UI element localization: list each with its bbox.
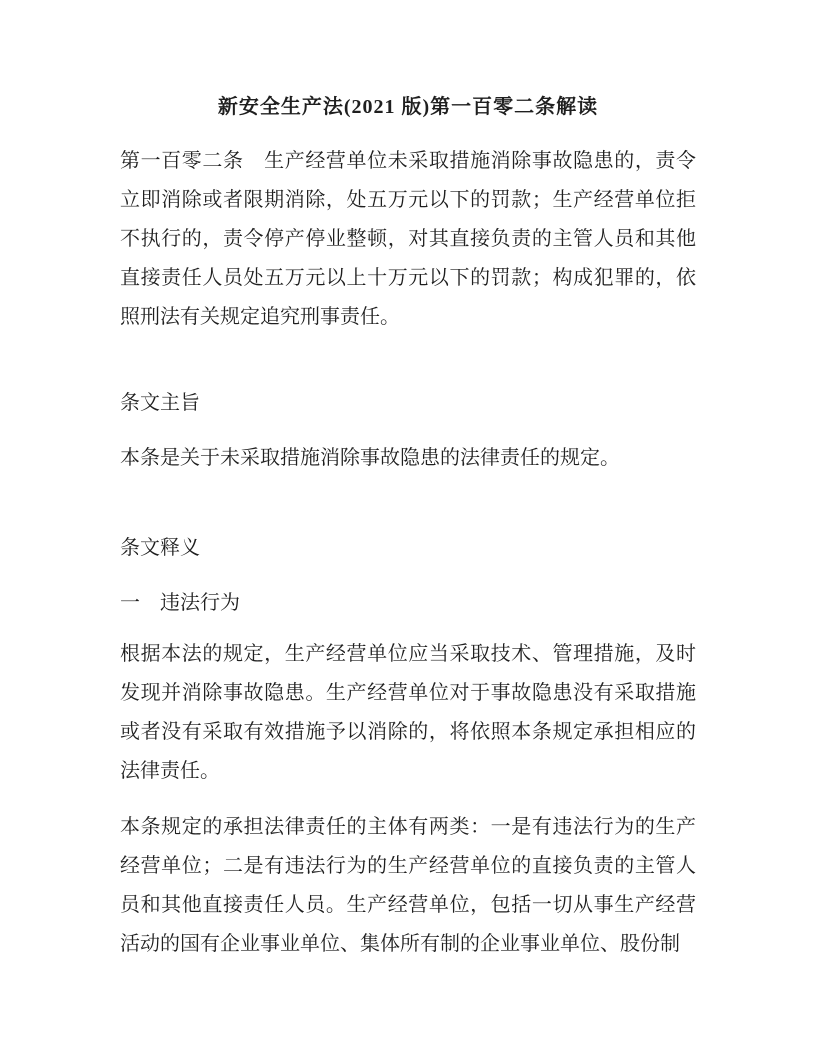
article-102-text: 第一百零二条 生产经营单位未采取措施消除事故隐患的，责令立即消除或者限期消除，处五万元以下的罚款；生产经营单位拒不执行的，责令停产停业整顿，对其直接负责的主管人员和其他直接责任人员处五万元以上十万元以下的罚款；构成犯罪的，依照刑法有关规定追究刑事责任。 xyxy=(120,150,696,328)
document-title: 新安全生产法(2021 版)第一百零二条解读 xyxy=(217,96,599,118)
interpretation-paragraph-2-clipped: 本条规定的承担法律责任的主体有两类：一是有违法行为的生产经营单位；二是有违法行为的生产经营单位的直接负责的主管人员和其他直接责任人员。生产经营单位，包括一切从事生产经营活动的国有企业事业单位、集体所有制的企业事业单位、股份制 xyxy=(120,816,696,955)
interpretation-paragraph-1: 根据本法的规定，生产经营单位应当采取技术、管理措施，及时发现并消除事故隐患。生产经营单位对于事故隐患没有采取措施或者没有采取有效措施予以消除的，将依照本条规定承担相应的法律责任。 xyxy=(120,643,696,782)
section-heading-purpose: 条文主旨 xyxy=(120,392,200,414)
section-purpose-body: 本条是关于未采取措施消除事故隐患的法律责任的规定。 xyxy=(120,447,620,469)
subsection-heading-illegal-acts: 一 违法行为 xyxy=(120,592,240,614)
section-heading-interpretation: 条文释义 xyxy=(120,537,200,559)
